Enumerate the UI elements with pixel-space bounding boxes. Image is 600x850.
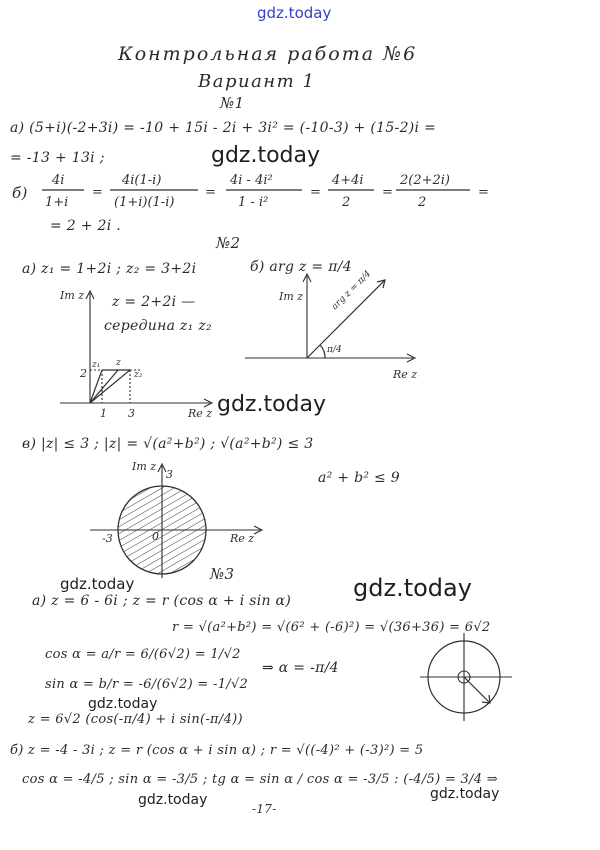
task3-b-line: б) z = -4 - 3i ; z = r (cos α + i sin α) ; r = √((-4)² + (-3)²) = 5 [10, 743, 424, 758]
task3-r-line: r = √(a²+b²) = √(6² + (-6)²) = √(36+36) = 6√2 [172, 620, 491, 635]
axis-label-re: Re z [188, 407, 213, 420]
frac-n5: 2(2+2i) [400, 173, 451, 188]
task2-number: №2 [216, 234, 241, 252]
svg-text:=: = [478, 185, 489, 200]
tick-x1: 1 [100, 407, 107, 420]
watermark: gdz.today [211, 143, 321, 168]
frac-d3: 1 - i² [238, 195, 269, 210]
watermark: gdz.today [430, 786, 500, 802]
task2-midpoint-note: середина z₁ z₂ [104, 318, 212, 334]
angle-label: π/4 [327, 345, 342, 355]
graph-task2a [60, 285, 240, 425]
page-number: -17- [252, 802, 277, 816]
tick-3: 3 [166, 468, 173, 481]
radius-vector [464, 677, 490, 703]
frac-d4: 2 [342, 195, 351, 210]
svg-text:=: = [310, 185, 321, 200]
svg-text:=: = [382, 185, 393, 200]
ray-label: arg z = π/4 [330, 269, 374, 313]
frac-d1: 1+i [45, 195, 69, 210]
watermark-top[interactable]: gdz.today [257, 4, 332, 22]
watermark: gdz.today [60, 575, 135, 593]
axis-label-im: Im z [60, 289, 85, 302]
axis-label-re: Re z [393, 368, 418, 381]
watermark: gdz.today [217, 392, 327, 417]
task3-b-line2: cos α = -4/5 ; sin α = -3/5 ; tg α = sin α / cos α = -3/5 : (-4/5) = 3/4 ⇒ [22, 772, 498, 787]
label-z2: z₂ [134, 370, 143, 380]
watermark: gdz.today [88, 696, 158, 712]
task3-sin-line: sin α = b/r = -6/(6√2) = -1/√2 [45, 677, 249, 692]
task2-v-line: в) |z| ≤ 3 ; |z| = √(a²+b²) ; √(a²+b²) ≤ 3 [22, 436, 314, 452]
variant-label: Вариант 1 [198, 71, 316, 92]
task2-v-line2: a² + b² ≤ 9 [318, 470, 401, 486]
task3-number: №3 [210, 565, 235, 583]
graph-task2b [245, 270, 425, 390]
axis-label-im: Im z [132, 460, 157, 473]
task2-z-mid: z = 2+2i — [112, 294, 196, 310]
frac-n1: 4i [52, 173, 65, 188]
tick-neg3: -3 [102, 532, 113, 545]
task2-b-label: б) arg z = π/4 [250, 259, 352, 275]
task2-a-label: а) z₁ = 1+2i ; z₂ = 3+2i [22, 261, 197, 277]
task1-a-line1: а) (5+i)(-2+3i) = -10 + 15i - 2i + 3i² = (-10-3) + (15-2)i = [10, 120, 437, 136]
frac-d2: (1+i)(1-i) [114, 195, 175, 210]
task3-alpha: ⇒ α = -π/4 [262, 660, 339, 676]
frac-d5: 2 [418, 195, 427, 210]
svg-text:=: = [205, 185, 216, 200]
tick-0: 0 [152, 530, 159, 543]
task1-b-prefix: б) [12, 184, 28, 202]
label-z: z [116, 358, 121, 368]
graph-task2v [90, 460, 270, 580]
task3-cos-line: cos α = a/r = 6/(6√2) = 1/√2 [45, 647, 241, 662]
task3-z-line: z = 6√2 (cos(-π/4) + i sin(-π/4)) [28, 712, 243, 727]
tick-x3: 3 [128, 407, 135, 420]
watermark: gdz.today [138, 792, 208, 808]
watermark: gdz.today [353, 574, 472, 602]
tick-y2: 2 [80, 367, 87, 380]
axis-label-im: Im z [279, 290, 304, 303]
task1-a-line2: = -13 + 13i ; [10, 150, 105, 166]
svg-text:=: = [92, 185, 103, 200]
task1-b-fractions [40, 170, 510, 215]
frac-n2: 4i(1-i) [122, 173, 162, 188]
axis-label-re: Re z [230, 532, 255, 545]
graph-task3 [420, 625, 520, 725]
task1-b-line2: = 2 + 2i . [50, 218, 122, 234]
task1-number: №1 [220, 94, 245, 112]
label-z1: z₁ [92, 360, 101, 370]
page-title: Контрольная работа №6 [118, 43, 418, 65]
vector-z [90, 370, 118, 403]
task3-a-line: а) z = 6 - 6i ; z = r (cos α + i sin α) [32, 593, 292, 609]
frac-n4: 4+4i [332, 173, 364, 188]
frac-n3: 4i - 4i² [230, 173, 273, 188]
